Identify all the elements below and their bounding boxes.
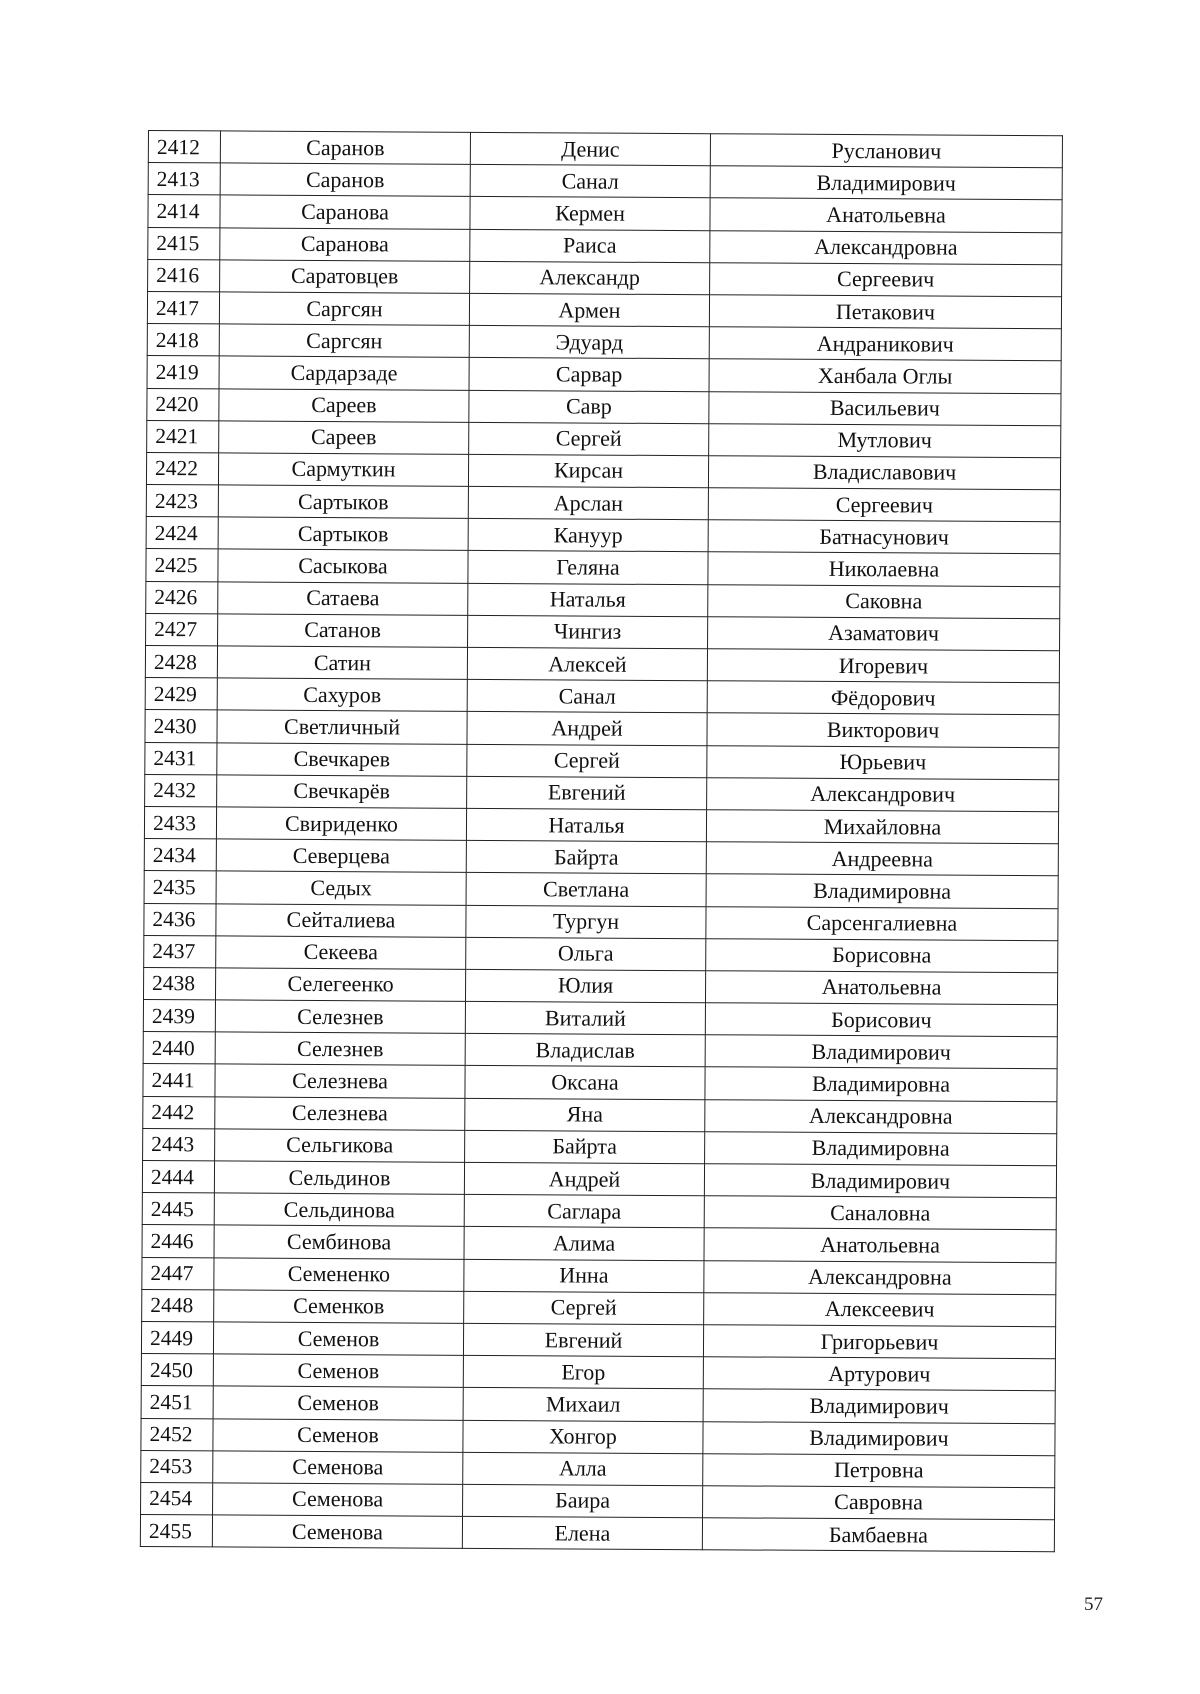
- patronymic-cell: Петакович: [709, 295, 1061, 329]
- patronymic-cell: Владимирович: [703, 1421, 1055, 1455]
- row-number: 2415: [148, 227, 220, 260]
- row-number: 2443: [143, 1128, 215, 1161]
- page-number: 57: [1084, 1594, 1103, 1615]
- last-name-cell: Саргсян: [219, 324, 469, 358]
- first-name-cell: Саглара: [464, 1195, 704, 1229]
- last-name-cell: Сельдинова: [214, 1193, 464, 1227]
- first-name-cell: Байрта: [465, 1130, 705, 1164]
- table-row: [147, 356, 1061, 393]
- table-row: [141, 1354, 1055, 1391]
- row-number: 2424: [146, 517, 218, 550]
- last-name-cell: Сардарзаде: [219, 356, 469, 390]
- first-name-cell: Наталья: [466, 808, 706, 842]
- patronymic-cell: Николаевна: [708, 552, 1060, 586]
- table-row: [140, 1515, 1054, 1552]
- last-name-cell: Семенов: [213, 1418, 463, 1452]
- table-row: [145, 710, 1059, 747]
- patronymic-cell: Владимировна: [705, 1132, 1057, 1166]
- first-name-cell: Сергей: [464, 1291, 704, 1325]
- first-name-cell: Арслан: [468, 486, 708, 520]
- row-number: 2433: [144, 806, 216, 839]
- first-name-cell: Евгений: [463, 1323, 703, 1357]
- last-name-cell: Семенов: [213, 1354, 463, 1388]
- patronymic-cell: Андреевна: [706, 842, 1058, 876]
- first-name-cell: Алексей: [467, 647, 707, 681]
- row-number: 2442: [143, 1096, 215, 1129]
- row-number: 2450: [141, 1354, 213, 1387]
- first-name-cell: Ольга: [466, 937, 706, 971]
- first-name-cell: Александр: [470, 261, 710, 295]
- table-row: [148, 259, 1062, 296]
- table-row: [142, 1289, 1056, 1326]
- patronymic-cell: Фёдорович: [707, 681, 1059, 715]
- table-row: [147, 420, 1061, 457]
- row-number: 2446: [142, 1225, 214, 1258]
- row-number: 2430: [145, 710, 217, 743]
- last-name-cell: Селезнев: [215, 1032, 465, 1066]
- last-name-cell: Сатанов: [218, 614, 468, 648]
- table-row: [146, 517, 1060, 554]
- row-number: 2445: [142, 1193, 214, 1226]
- last-name-cell: Сасыкова: [218, 549, 468, 583]
- first-name-cell: Владислав: [465, 1034, 705, 1068]
- last-name-cell: Сартыков: [218, 485, 468, 519]
- last-name-cell: Сартыков: [218, 517, 468, 551]
- table-row: [141, 1482, 1055, 1519]
- table-row: [146, 549, 1060, 586]
- row-number: 2412: [148, 131, 220, 164]
- row-number: 2451: [141, 1386, 213, 1419]
- patronymic-cell: Владимирович: [704, 1164, 1056, 1198]
- last-name-cell: Саранов: [220, 163, 470, 197]
- table-row: [143, 1000, 1057, 1037]
- row-number: 2420: [147, 388, 219, 421]
- patronymic-cell: Александровна: [705, 1099, 1057, 1133]
- table-row: [143, 1064, 1057, 1101]
- first-name-cell: Андрей: [464, 1162, 704, 1196]
- table-row: [145, 678, 1059, 715]
- table-row: [146, 581, 1060, 618]
- first-name-cell: Светлана: [466, 873, 706, 907]
- patronymic-cell: Владимирович: [703, 1389, 1055, 1423]
- table-row: [148, 163, 1062, 200]
- last-name-cell: Саргсян: [219, 292, 469, 326]
- first-name-cell: Сергей: [469, 422, 709, 456]
- row-number: 2437: [144, 935, 216, 968]
- row-number: 2440: [143, 1032, 215, 1065]
- last-name-cell: Свечкарев: [217, 742, 467, 776]
- row-number: 2421: [147, 420, 219, 453]
- first-name-cell: Виталий: [465, 1001, 705, 1035]
- table-row: [142, 1225, 1056, 1262]
- last-name-cell: Сатин: [217, 646, 467, 680]
- table-row: [141, 1418, 1055, 1455]
- table-row: [142, 1193, 1056, 1230]
- first-name-cell: Андрей: [467, 712, 707, 746]
- row-number: 2453: [141, 1450, 213, 1483]
- last-name-cell: Сельдинов: [214, 1161, 464, 1195]
- row-number: 2432: [145, 774, 217, 807]
- last-name-cell: Секеева: [216, 936, 466, 970]
- last-name-cell: Сатаева: [218, 582, 468, 616]
- table-row: [146, 613, 1060, 650]
- patronymic-cell: Владиславович: [708, 456, 1060, 490]
- last-name-cell: Свириденко: [216, 807, 466, 841]
- patronymic-cell: Алексеевич: [704, 1292, 1056, 1326]
- table-row: [141, 1386, 1055, 1423]
- last-name-cell: Сареев: [219, 388, 469, 422]
- last-name-cell: Сембинова: [214, 1225, 464, 1259]
- table-row: [143, 967, 1057, 1004]
- row-number: 2454: [141, 1482, 213, 1515]
- last-name-cell: Светличный: [217, 710, 467, 744]
- row-number: 2425: [146, 549, 218, 582]
- last-name-cell: Селезнева: [215, 1097, 465, 1131]
- last-name-cell: Семенова: [213, 1451, 463, 1485]
- table-row: [143, 1128, 1057, 1165]
- last-name-cell: Саратовцев: [220, 260, 470, 294]
- patronymic-cell: Владимирович: [710, 166, 1062, 200]
- table-row: [148, 227, 1062, 264]
- patronymic-cell: Ханбала Оглы: [709, 359, 1061, 393]
- row-number: 2429: [145, 678, 217, 711]
- table-row: [143, 1032, 1057, 1069]
- last-name-cell: Семенов: [213, 1322, 463, 1356]
- names-table: [140, 130, 1063, 1552]
- patronymic-cell: Владимирович: [705, 1035, 1057, 1069]
- patronymic-cell: Григорьевич: [703, 1325, 1055, 1359]
- last-name-cell: Семенов: [213, 1386, 463, 1420]
- first-name-cell: Баира: [463, 1484, 703, 1518]
- table-row: [147, 324, 1061, 361]
- first-name-cell: Сарвар: [469, 358, 709, 392]
- table-row: [142, 1160, 1056, 1197]
- patronymic-cell: Бамбаевна: [702, 1518, 1054, 1552]
- row-number: 2438: [143, 967, 215, 1000]
- table-row: [141, 1450, 1055, 1487]
- table-row: [144, 935, 1058, 972]
- first-name-cell: Геляна: [468, 551, 708, 585]
- table-row: [148, 131, 1062, 168]
- last-name-cell: Семененко: [214, 1257, 464, 1291]
- last-name-cell: Саранова: [220, 227, 470, 261]
- table-row: [143, 1096, 1057, 1133]
- patronymic-cell: Артурович: [703, 1357, 1055, 1391]
- patronymic-cell: Александрович: [707, 777, 1059, 811]
- last-name-cell: Сахуров: [217, 678, 467, 712]
- table-row: [144, 806, 1058, 843]
- last-name-cell: Селезнева: [215, 1064, 465, 1098]
- table-row: [144, 839, 1058, 876]
- last-name-cell: Селегеенко: [215, 968, 465, 1002]
- patronymic-cell: Владимировна: [705, 1067, 1057, 1101]
- patronymic-cell: Анатольевна: [710, 198, 1062, 232]
- patronymic-cell: Анатольевна: [705, 971, 1057, 1005]
- patronymic-cell: Александровна: [704, 1260, 1056, 1294]
- first-name-cell: Байрта: [466, 840, 706, 874]
- patronymic-cell: Мутлович: [709, 423, 1061, 457]
- patronymic-cell: Викторович: [707, 713, 1059, 747]
- patronymic-cell: Сарсенгалиевна: [706, 906, 1058, 940]
- patronymic-cell: Михайловна: [706, 810, 1058, 844]
- first-name-cell: Сергей: [467, 744, 707, 778]
- row-number: 2422: [146, 452, 218, 485]
- first-name-cell: Евгений: [467, 776, 707, 810]
- first-name-cell: Алла: [463, 1452, 703, 1486]
- first-name-cell: Савр: [469, 390, 709, 424]
- table-row: [148, 195, 1062, 232]
- row-number: 2448: [142, 1289, 214, 1322]
- row-number: 2435: [144, 871, 216, 904]
- first-name-cell: Санал: [467, 680, 707, 714]
- table-row: [147, 291, 1061, 328]
- patronymic-cell: Борисович: [705, 1003, 1057, 1037]
- row-number: 2444: [142, 1160, 214, 1193]
- patronymic-cell: Александровна: [710, 230, 1062, 264]
- row-number: 2434: [144, 839, 216, 872]
- patronymic-cell: Борисовна: [706, 938, 1058, 972]
- patronymic-cell: Анатольевна: [704, 1228, 1056, 1262]
- last-name-cell: Сармуткин: [218, 453, 468, 487]
- patronymic-cell: Юрьевич: [707, 745, 1059, 779]
- first-name-cell: Армен: [469, 293, 709, 327]
- patronymic-cell: Азаматович: [708, 617, 1060, 651]
- first-name-cell: Алима: [464, 1227, 704, 1261]
- patronymic-cell: Саковна: [708, 584, 1060, 618]
- last-name-cell: Северцева: [216, 839, 466, 873]
- patronymic-cell: Сергеевич: [710, 262, 1062, 296]
- row-number: 2423: [146, 485, 218, 518]
- last-name-cell: Седых: [216, 871, 466, 905]
- row-number: 2436: [144, 903, 216, 936]
- patronymic-cell: Саналовна: [704, 1196, 1056, 1230]
- first-name-cell: Эдуард: [469, 325, 709, 359]
- table-row: [145, 774, 1059, 811]
- patronymic-cell: Петровна: [703, 1453, 1055, 1487]
- table-row: [142, 1257, 1056, 1294]
- patronymic-cell: Савровна: [703, 1486, 1055, 1520]
- table-row: [141, 1321, 1055, 1358]
- table-row: [146, 452, 1060, 489]
- first-name-cell: Егор: [463, 1355, 703, 1389]
- first-name-cell: Кермен: [470, 197, 710, 231]
- table-row: [144, 871, 1058, 908]
- first-name-cell: Юлия: [465, 969, 705, 1003]
- row-number: 2416: [148, 259, 220, 292]
- row-number: 2418: [147, 324, 219, 357]
- last-name-cell: Семенова: [212, 1515, 462, 1549]
- last-name-cell: Сареев: [219, 421, 469, 455]
- patronymic-cell: Игоревич: [707, 649, 1059, 683]
- row-number: 2427: [146, 613, 218, 646]
- row-number: 2414: [148, 195, 220, 228]
- patronymic-cell: Батнасунович: [708, 520, 1060, 554]
- row-number: 2439: [143, 1000, 215, 1033]
- patronymic-cell: Русланович: [710, 134, 1062, 168]
- patronymic-cell: Васильевич: [709, 391, 1061, 425]
- first-name-cell: Хонгор: [463, 1420, 703, 1454]
- first-name-cell: Кануур: [468, 519, 708, 553]
- row-number: 2428: [145, 645, 217, 678]
- row-number: 2419: [147, 356, 219, 389]
- first-name-cell: Тургун: [466, 905, 706, 939]
- row-number: 2426: [146, 581, 218, 614]
- first-name-cell: Михаил: [463, 1388, 703, 1422]
- first-name-cell: Яна: [465, 1098, 705, 1132]
- first-name-cell: Кирсан: [468, 454, 708, 488]
- row-number: 2417: [147, 291, 219, 324]
- names-table-body: [140, 131, 1062, 1552]
- last-name-cell: Сельгикова: [215, 1129, 465, 1163]
- last-name-cell: Саранов: [220, 131, 470, 165]
- last-name-cell: Семенова: [213, 1483, 463, 1517]
- last-name-cell: Саранова: [220, 195, 470, 229]
- patronymic-cell: Сергеевич: [708, 488, 1060, 522]
- first-name-cell: Денис: [470, 132, 710, 166]
- table-row: [145, 742, 1059, 779]
- first-name-cell: Санал: [470, 165, 710, 199]
- patronymic-cell: Владимировна: [706, 874, 1058, 908]
- table-row: [144, 903, 1058, 940]
- first-name-cell: Чингиз: [468, 615, 708, 649]
- first-name-cell: Раиса: [470, 229, 710, 263]
- table-row: [145, 645, 1059, 682]
- row-number: 2452: [141, 1418, 213, 1451]
- table-row: [146, 485, 1060, 522]
- row-number: 2449: [141, 1321, 213, 1354]
- last-name-cell: Селезнев: [215, 1000, 465, 1034]
- row-number: 2431: [145, 742, 217, 775]
- row-number: 2441: [143, 1064, 215, 1097]
- row-number: 2413: [148, 163, 220, 196]
- row-number: 2455: [140, 1515, 212, 1548]
- row-number: 2447: [142, 1257, 214, 1290]
- first-name-cell: Наталья: [468, 583, 708, 617]
- last-name-cell: Сейталиева: [216, 903, 466, 937]
- first-name-cell: Оксана: [465, 1066, 705, 1100]
- patronymic-cell: Андраникович: [709, 327, 1061, 361]
- last-name-cell: Семенков: [214, 1290, 464, 1324]
- table-row: [147, 388, 1061, 425]
- first-name-cell: Елена: [462, 1516, 702, 1550]
- last-name-cell: Свечкарёв: [217, 775, 467, 809]
- first-name-cell: Инна: [464, 1259, 704, 1293]
